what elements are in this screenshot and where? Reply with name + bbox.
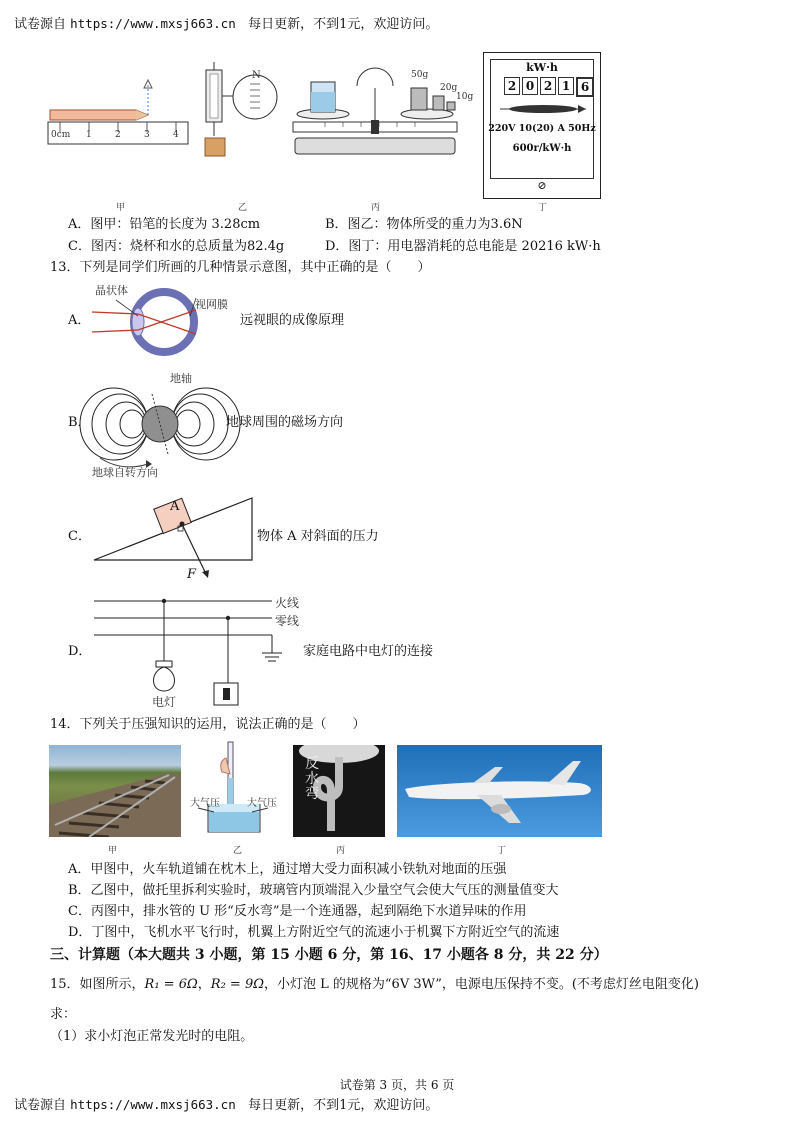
figure-yi-spring-scale (200, 62, 280, 160)
section-3-title: 三、计算题（本大题共 3 小题，第 15 小题 6 分，第 16、17 小题各 8 分，共 22 分） (50, 947, 608, 963)
meter-digit: 2 (504, 77, 520, 95)
q15-ask: 求： (50, 1007, 77, 1022)
q12-option-c[interactable]: C．图丙：烧杯和水的总质量为82.4g (68, 239, 285, 254)
page-header (14, 13, 438, 32)
q15-stem: 15．如图所示，R₁ = 6Ω，R₂ = 9Ω，小灯泡 L 的规格为“6V 3W”，电源电压保持不变。(不考虑灯丝电阻变化) (50, 977, 699, 992)
airplane-photo (397, 745, 602, 837)
q13-option-d-letter[interactable]: D． (68, 644, 92, 659)
eye-label-lens: 晶状体 (95, 284, 128, 297)
meter-rate: 600r/kW·h (512, 143, 572, 154)
meter-title: kW·h (526, 61, 558, 74)
q13-option-a-letter[interactable]: A． (68, 313, 91, 328)
ruler-tick: 1 (86, 130, 92, 140)
q13-option-a-desc: 远视眼的成像原理 (240, 313, 345, 328)
q12-option-a[interactable]: A．图甲：铅笔的长度为 3.28cm (68, 217, 261, 232)
figure-label: 丁 (538, 203, 548, 213)
figure-bing-balance (285, 70, 465, 160)
q14-option-c[interactable]: C．丙图中，排水管的 U 形“反水弯”是一个连通器，起到隔绝下水道异味的作用 (68, 904, 527, 919)
header-prefix: 试卷源自 (14, 17, 67, 32)
meter-digit: 1 (558, 77, 574, 95)
footer-suffix: 每日更新，不到1元，欢迎访问。 (248, 1098, 439, 1113)
atm-pressure-left: 大气压 (190, 798, 220, 809)
footer-prefix: 试卷源自 (14, 1098, 67, 1113)
q13-option-b-desc: 地球周围的磁场方向 (226, 415, 344, 430)
q13-option-b-letter[interactable]: B． (68, 415, 91, 430)
figure-ding-energy-meter (483, 52, 601, 199)
figure-label: 甲 (108, 846, 118, 856)
meter-digit: 2 (540, 77, 556, 95)
eye-label-retina: 视网膜 (195, 298, 228, 311)
atm-pressure-right: 大气压 (247, 798, 277, 809)
weight-label: 50g (411, 70, 429, 80)
u-trap-photo (293, 745, 385, 837)
footer-url[interactable]: https://www.mxsj663.cn (70, 1097, 236, 1112)
railway-photo (49, 745, 181, 837)
q13-option-d-desc: 家庭电路中电灯的连接 (303, 644, 434, 659)
u-trap-caption: 反 水 弯 (305, 756, 319, 802)
r2-value: R₂ = 9Ω (210, 977, 264, 992)
q15-sub1: （1）求小灯泡正常发光时的电阻。 (50, 1029, 254, 1044)
weight-label: 10g (456, 92, 474, 102)
q13-stem: 13．下列是同学们所画的几种情景示意图，其中正确的是（ ） (50, 260, 431, 275)
meter-symbol: ⊘ (537, 179, 547, 192)
force-label: F (187, 567, 197, 582)
figure-label: 乙 (233, 846, 243, 856)
page-number: 试卷第 3 页，共 6 页 (339, 1078, 455, 1092)
figure-earth-magnetic-field (92, 368, 227, 478)
figure-label: 丙 (336, 846, 346, 856)
earth-axis-label: 地轴 (170, 372, 192, 385)
ruler-tick: 4 (173, 130, 179, 140)
neutral-wire-label: 零线 (275, 614, 300, 628)
live-wire-label: 火线 (275, 596, 300, 610)
q13-option-c-letter[interactable]: C． (68, 529, 91, 544)
meter-disc-icon (498, 101, 588, 117)
earth-rotation-label: 地球自转方向 (92, 466, 158, 479)
ruler-tick: 2 (115, 130, 121, 140)
header-url[interactable]: https://www.mxsj663.cn (70, 16, 236, 31)
ruler-unit: 0cm (51, 130, 71, 140)
figure-label: 丙 (371, 203, 381, 213)
figure-torricelli-tube (188, 738, 278, 838)
header-suffix: 每日更新，不到1元，欢迎访问。 (248, 17, 439, 32)
q14-option-d[interactable]: D．丁图中，飞机水平飞行时，机翼上方附近空气的流速小于机翼下方附近空气的流速 (68, 925, 560, 940)
meter-spec: 220V 10(20) A 50Hz (488, 123, 596, 134)
lamp-label: 电灯 (152, 695, 177, 709)
figure-label: 丁 (497, 846, 507, 856)
figure-household-circuit (94, 595, 294, 710)
ruler-tick: 3 (144, 130, 150, 140)
figure-label: 乙 (238, 203, 248, 213)
q12-option-b[interactable]: B．图乙：物体所受的重力为3.6N (325, 217, 523, 232)
figure-label: 甲 (116, 203, 126, 213)
q12-option-d[interactable]: D．图丁：用电器消耗的总电能是 20216 kW·h (325, 239, 601, 254)
q13-option-c-desc: 物体 A 对斜面的压力 (257, 529, 379, 544)
incline-block-label: A (170, 499, 180, 514)
q14-option-b[interactable]: B．乙图中，做托里拆利实验时，玻璃管内顶端混入少量空气会使大气压的测量值变大 (68, 883, 559, 898)
q14-option-a[interactable]: A．甲图中，火车轨道铺在枕木上，通过增大受力面积减小铁轨对地面的压强 (68, 862, 507, 877)
page-footer (14, 1094, 438, 1113)
meter-digit: 0 (522, 77, 538, 95)
q14-stem: 14．下列关于压强知识的运用，说法正确的是（ ） (50, 717, 366, 732)
meter-digit: 6 (576, 77, 594, 97)
scale-unit-letter: N (252, 70, 261, 81)
weight-label: 20g (440, 83, 458, 93)
r1-value: R₁ = 6Ω (144, 977, 198, 992)
